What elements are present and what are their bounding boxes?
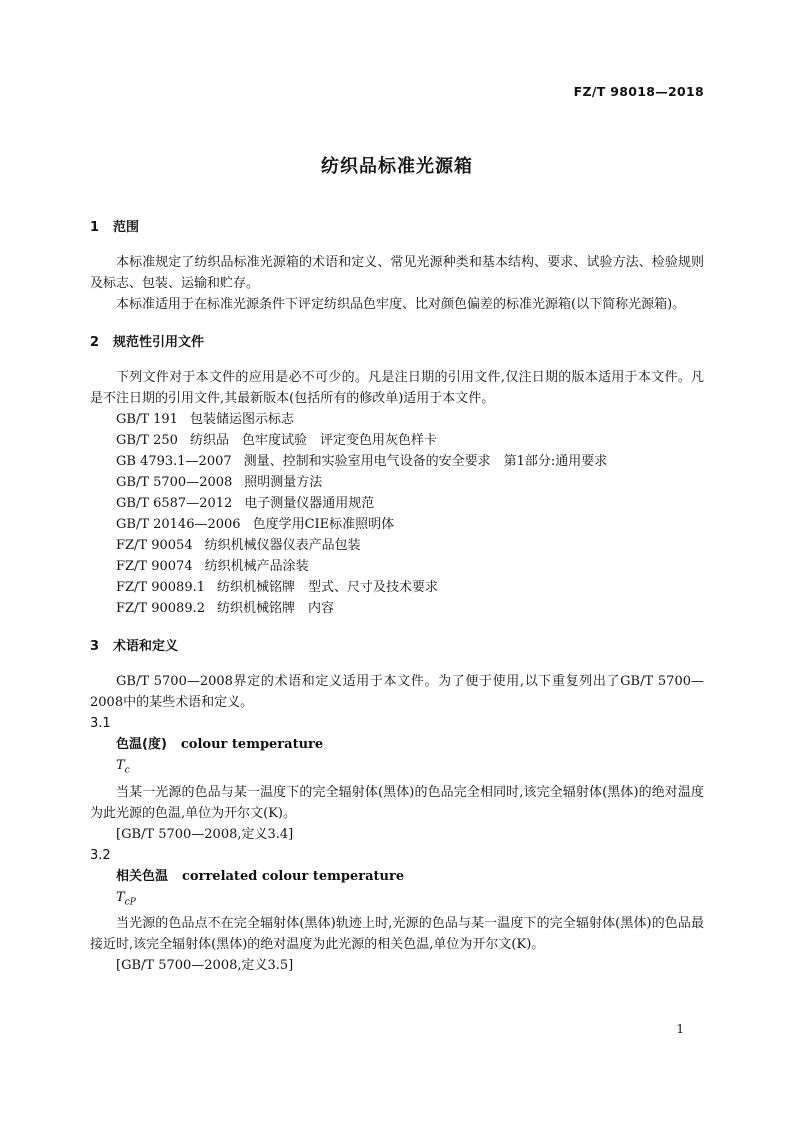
term-heading [90, 734, 704, 755]
section-2-heading [90, 333, 704, 353]
reference-code: GB/T 5700—2008 [116, 475, 233, 490]
reference-item [90, 514, 704, 535]
reference-item [90, 577, 704, 598]
paragraph: 本标准规定了纺织品标准光源箱的术语和定义、常见光源种类和基本结构、要求、试验方法、检验规则及标志、包装、运输和贮存。 [90, 255, 704, 291]
term-definition: 当某一光源的色品与某一温度下的完全辐射体(黑体)的色品完全相同时,该完全辐射体(黑体)的绝对温度为此光源的色温,单位为开尔文(K)。 [90, 784, 704, 821]
section-title: 范围 [113, 220, 140, 235]
term-source: [GB/T 5700—2008,定义3.4] [116, 826, 294, 842]
term-symbol: $T_{cP}$ [116, 889, 136, 908]
reference-code: GB 4793.1—2007 [116, 454, 232, 469]
paragraph: 本标准适用于在标准光源条件下评定纺织品色牢度、比对颜色偏差的标准光源箱(以下简称光源箱)。 [116, 297, 686, 312]
term-name-zh: 色温(度) [116, 737, 167, 752]
reference-name: 纺织品 色牢度试验 评定变色用灰色样卡 [189, 433, 437, 448]
reference-code: GB/T 191 [116, 412, 178, 427]
reference-code: GB/T 250 [116, 433, 178, 448]
term-symbol: $T_c$ [116, 758, 130, 776]
reference-item [90, 493, 704, 514]
standard-code: FZ/T 98018—2018 [573, 84, 704, 99]
reference-name: 纺织机械铭牌 内容 [217, 601, 335, 616]
reference-code: FZ/T 90074 [116, 559, 193, 574]
section-number: 2 [90, 335, 100, 350]
reference-item [90, 556, 704, 577]
section-1-heading [90, 218, 704, 238]
term-number: 3.2 [90, 847, 111, 863]
reference-item [90, 430, 704, 451]
reference-name: 测量、控制和实验室用电气设备的安全要求 第1部分:通用要求 [243, 454, 608, 469]
term-name-zh: 相关色温 [116, 868, 169, 884]
term-number: 3.1 [90, 716, 111, 731]
section-3-heading [90, 637, 704, 657]
reference-name: 照明测量方法 [244, 475, 323, 490]
section-number: 3 [90, 639, 100, 654]
reference-name: 包装储运图示标志 [189, 412, 294, 427]
reference-item [90, 535, 704, 556]
section-title: 术语和定义 [113, 639, 179, 654]
reference-name: 纺织机械产品涂装 [204, 559, 309, 574]
term-definition: 当光源的色品点不在完全辐射体(黑体)轨迹上时,光源的色品与某一温度下的完全辐射体(黑体)的色品最接近时,该完全辐射体(黑体)的绝对温度为此光源的相关色温,单位为开尔文(K)。 [90, 916, 704, 953]
document-body [90, 218, 704, 976]
term-name-en: correlated colour temperature [182, 868, 405, 884]
reference-name: 纺织机械铭牌 型式、尺寸及技术要求 [217, 580, 439, 595]
term-source: [GB/T 5700—2008,定义3.5] [116, 958, 294, 974]
paragraph: 下列文件对于本文件的应用是必不可少的。凡是注日期的引用文件,仅注日期的版本适用于本文件。凡是不注日期的引用文件,其最新版本(包括所有的修改单)适用于本文件。 [90, 370, 704, 406]
reference-code: GB/T 20146—2006 [116, 517, 241, 532]
reference-item [90, 472, 704, 493]
reference-name: 色度学用CIE标准照明体 [252, 517, 395, 532]
reference-code: FZ/T 90054 [116, 538, 193, 553]
term-name-en: colour temperature [180, 737, 324, 752]
reference-code: FZ/T 90089.1 [116, 580, 205, 595]
section-number: 1 [90, 220, 100, 235]
reference-name: 电子测量仪器通用规范 [244, 496, 375, 511]
reference-code: FZ/T 90089.2 [116, 601, 205, 616]
page-number: 1 [676, 1022, 684, 1036]
section-title: 规范性引用文件 [113, 335, 205, 350]
document-title: 纺织品标准光源箱 [321, 156, 473, 177]
reference-item [90, 409, 704, 430]
reference-item [90, 598, 704, 619]
reference-item [90, 451, 704, 472]
paragraph: GB/T 5700—2008界定的术语和定义适用于本文件。为了便于使用,以下重复列出了GB/T 5700—2008中的某些术语和定义。 [90, 674, 704, 710]
term-heading [90, 866, 704, 887]
reference-name: 纺织机械仪器仪表产品包装 [204, 538, 361, 553]
reference-code: GB/T 6587—2012 [116, 496, 233, 511]
